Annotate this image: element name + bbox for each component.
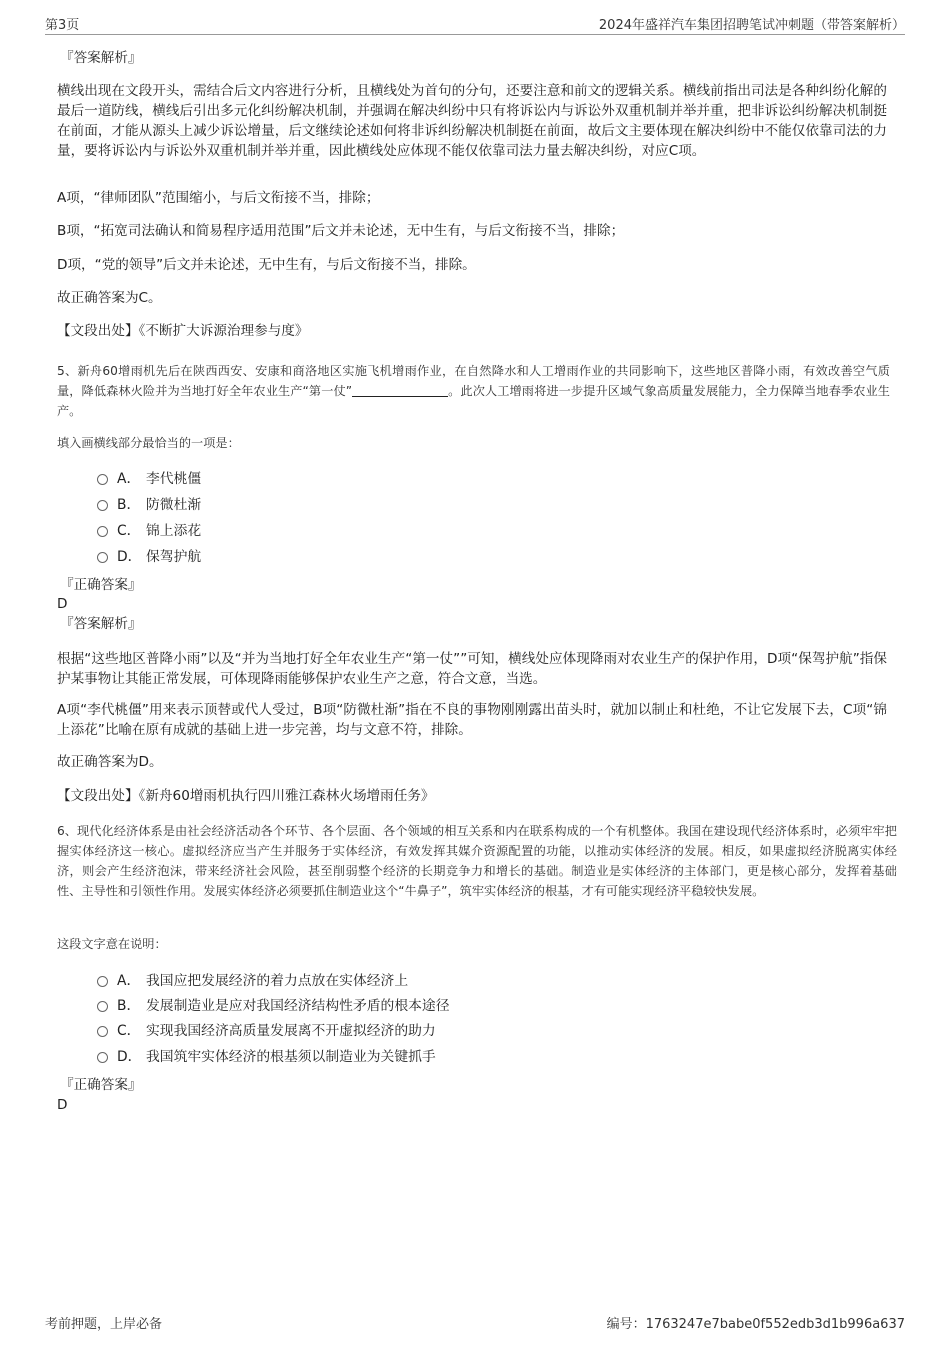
question-5-text-before: 5、新舟60增雨机先后在陕西西安、安康和商洛地区实施飞机增雨作业，在自然降水和人工增雨作业的共同影响下，这些地区普降小雨，有效改善空气质量，降低森林火险并为当地打好全年农业生产“第一仗” [57,364,890,398]
answer-blank [352,384,448,397]
radio-button-icon[interactable] [97,976,108,987]
analysis-label: 『答案解析』 [60,616,142,632]
document-title: 2024年盛祥汽车集团招聘笔试冲刺题（带答案解析） [598,18,905,33]
option-b-analysis: B项，“拓宽司法确认和简易程序适用范围”后文并未论述，无中生有，与后文衔接不当，排除； [57,223,625,239]
radio-button-icon[interactable] [97,500,108,511]
radio-button-icon[interactable] [97,526,108,537]
question-5-text-after: 。此次人工增雨将进一步提升区域气象高质量发展能力，全力保障当地春季农业生产。 [57,384,890,418]
question-6-prompt: 这段文字意在说明： [57,937,167,951]
question-6-option-a[interactable]: A． 我国应把发展经济的着力点放在实体经济上 [97,970,408,992]
radio-button-icon[interactable] [97,552,108,563]
header-divider [45,34,905,35]
analysis-label: 『答案解析』 [60,50,142,66]
analysis-text: 横线出现在文段开头，需结合后文内容进行分析，且横线处为首句的分句，还要注意和前文的逻辑关系。横线前指出司法是各种纠纷化解的最后一道防线，横线后引出多元化纠纷解决机制，并强调在解决纠纷中只有将诉讼内与诉讼外双重机制并举并重，把非诉讼纠纷解决机制挺在前面，才能从源头上减少诉讼增量，后文继续论述如何将非诉纠纷解决机制挺在前面，故后文主要体现在解决纠纷中不能仅依靠司法的力量，要将诉讼内与诉讼外双重机制并举并重，因此横线处应体现不能仅依靠司法力量去解决纠纷，对应C项。 [57,83,887,159]
radio-button-icon[interactable] [97,1052,108,1063]
correct-answer: D [57,596,68,612]
page-number: 第3页 [45,18,80,33]
conclusion: 故正确答案为C。 [57,290,162,306]
question-5-option-c[interactable]: C． 锦上添花 [97,520,201,542]
correct-answer-label: 『正确答案』 [60,1077,142,1093]
question-5-prompt: 填入画横线部分最恰当的一项是： [57,436,240,450]
other-options-analysis: A项“李代桃僵”用来表示顶替或代人受过，B项“防微杜渐”指在不良的事物刚刚露出苗头时，就加以制止和杜绝，不让它发展下去，C项“锦上添花”比喻在原有成就的基础上进一步完善，均与文意不符，排除。 [57,702,887,738]
analysis-text: 根据“这些地区普降小雨”以及“并为当地打好全年农业生产“第一仗””可知，横线处应体现降雨对农业生产的保护作用，D项“保驾护航”指保护某事物让其能正常发展，可体现降雨能够保护农业生产之意，符合文意，当选。 [57,651,887,687]
radio-button-icon[interactable] [97,1026,108,1037]
option-a-analysis: A项，“律师团队”范围缩小，与后文衔接不当，排除； [57,190,380,206]
question-6-option-b[interactable]: B． 发展制造业是应对我国经济结构性矛盾的根本途径 [97,995,450,1017]
question-5-option-b[interactable]: B． 防微杜渐 [97,494,201,516]
conclusion: 故正确答案为D。 [57,754,163,770]
question-6-option-d[interactable]: D． 我国筑牢实体经济的根基须以制造业为关键抓手 [97,1046,436,1068]
source: 【文段出处】《新舟60增雨机执行四川雅江森林火场增雨任务》 [57,788,435,804]
radio-button-icon[interactable] [97,474,108,485]
source: 【文段出处】《不断扩大诉源治理参与度》 [57,323,309,339]
question-5-option-a[interactable]: A． 李代桃僵 [97,468,201,490]
option-d-analysis: D项，“党的领导”后文并未论述，无中生有，与后文衔接不当，排除。 [57,257,476,273]
question-5-option-d[interactable]: D． 保驾护航 [97,546,201,568]
question-6-text: 6、现代化经济体系是由社会经济活动各个环节、各个层面、各个领域的相互关系和内在联系构成的一个有机整体。我国在建设现代经济体系时，必须牢牢把握实体经济这一核心。虚拟经济应当产生并服务于实体经济，有效发挥其媒介资源配置的功能，以推动实体经济的发展。相反，如果虚拟经济脱离实体经济，则会产生经济泡沫，带来经济社会风险，甚至削弱整个经济的长期竞争力和增长的基础。制造业是实体经济的主体部门，更是核心部分，发挥着基础性、主导性和引领性作用。发展实体经济必须要抓住制造业这个“牛鼻子”，筑牢实体经济的根基，才有可能实现经济平稳较快发展。 [57,824,897,898]
footer-slogan: 考前押题，上岸必备 [45,1317,163,1332]
document-id: 编号：1763247e7babe0f552edb3d1b996a637 [606,1317,905,1332]
question-5-text [57,361,890,421]
correct-answer: D [57,1097,68,1113]
correct-answer-label: 『正确答案』 [60,577,142,593]
question-6-option-c[interactable]: C． 实现我国经济高质量发展离不开虚拟经济的助力 [97,1020,436,1042]
radio-button-icon[interactable] [97,1001,108,1012]
